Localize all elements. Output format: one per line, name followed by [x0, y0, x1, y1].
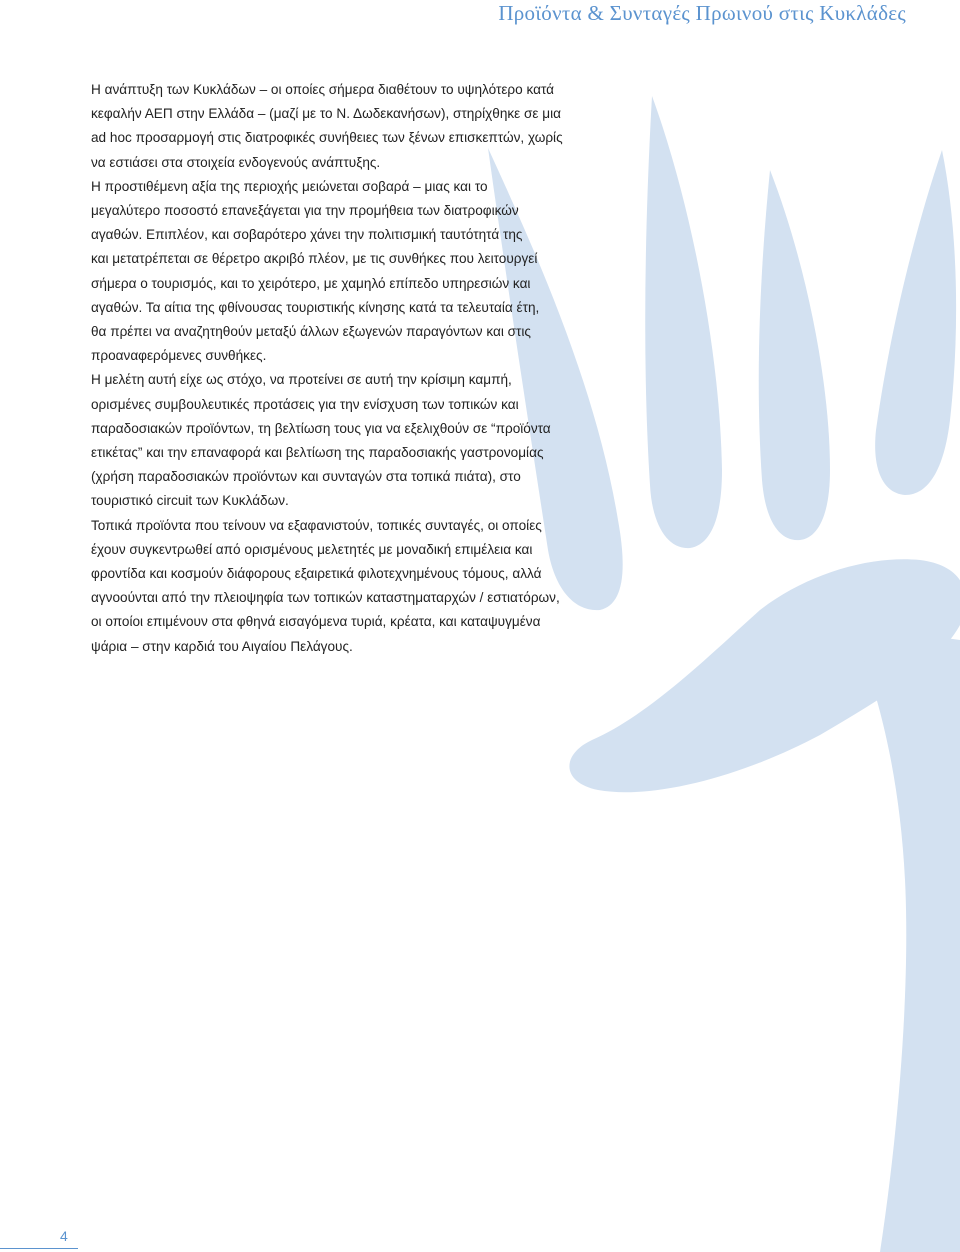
- leaf-shape-right: [875, 150, 956, 495]
- paragraph-2: Η προστιθέμενη αξία της περιοχής μειώνεται σοβαρά – μιας και το μεγαλύτερο ποσοστό επανεξάγεται για την προμήθεια των διατροφικών αγαθών. Επιπλέον, και σοβαρότερο χάνει την πολιτισμική ταυτότητά της και μετατρέπεται σε θέρετρο ακριβό πλέον, με τις συνθήκες που λειτουργεί σήμερα ο τουρισμός, και το χειρότερο, με χαμηλό επίπεδο υπηρεσιών και αγαθών. Τα αίτια της φθίνουσας τουριστικής κίνησης κατά τα τελευταία έτη, θα πρέπει να αναζητηθούν μεταξύ άλλων εξωγενών παραγόντων και στις προαναφερόμενες συνθήκες.: [91, 178, 540, 364]
- running-header-title: Προϊόντα & Συνταγές Πρωινού στις Κυκλάδες: [498, 1, 906, 25]
- body-text: [91, 78, 631, 659]
- leaf-shape-third: [759, 170, 830, 540]
- leaf-shape-second: [645, 96, 722, 548]
- paragraph-1: Η ανάπτυξη των Κυκλάδων – οι οποίες σήμερα διαθέτουν το υψηλότερο κατά κεφαλήν ΑΕΠ στην Ελλάδα – (μαζί με το Ν. Δωδεκανήσων), στηρίχθηκε σε μια ad hoc προσαρμογή στις διατροφικές συνήθειες των ξένων επισκεπτών, χωρίς να εστιάσει στα στοιχεία ενδογενούς ανάπτυξης.: [91, 82, 563, 170]
- page-number: 4: [60, 1228, 68, 1244]
- page-number-rule: [0, 1248, 78, 1249]
- stem-shape: [860, 638, 960, 1252]
- paragraph-3: Η μελέτη αυτή είχε ως στόχο, να προτείνει σε αυτή την κρίσιμη καμπή, ορισμένες συμβουλευτικές προτάσεις για την ενίσχυση των τοπικών και παραδοσιακών προϊόντων, τη βελτίωση τους για να εξελιχθούν σε “προϊόντα ετικέτας” και την επαναφορά και βελτίωση της παραδοσιακής γαστρονομίας (χρήση παραδοσιακών προϊόντων και συνταγών στα τοπικά πιάτα), στο τουριστικό circuit των Κυκλάδων.: [91, 372, 551, 509]
- paragraph-4: Τοπικά προϊόντα που τείνουν να εξαφανιστούν, τοπικές συνταγές, οι οποίες έχουν συγκεντρωθεί από ορισμένους μελετητές με μοναδική επιμέλεια και φροντίδα και κοσμούν διάφορους εξαιρετικά φιλοτεχνημένους τόμους, αλλά αγνοούνται από την πλειοψηφία των τοπικών καταστηματαρχών / εστιατόρων, οι οποίοι επιμένουν στα φθηνά εισαγόμενα τυριά, κρέατα, και καταψυγμένα ψάρια – στην καρδιά του Αιγαίου Πελάγους.: [91, 517, 560, 654]
